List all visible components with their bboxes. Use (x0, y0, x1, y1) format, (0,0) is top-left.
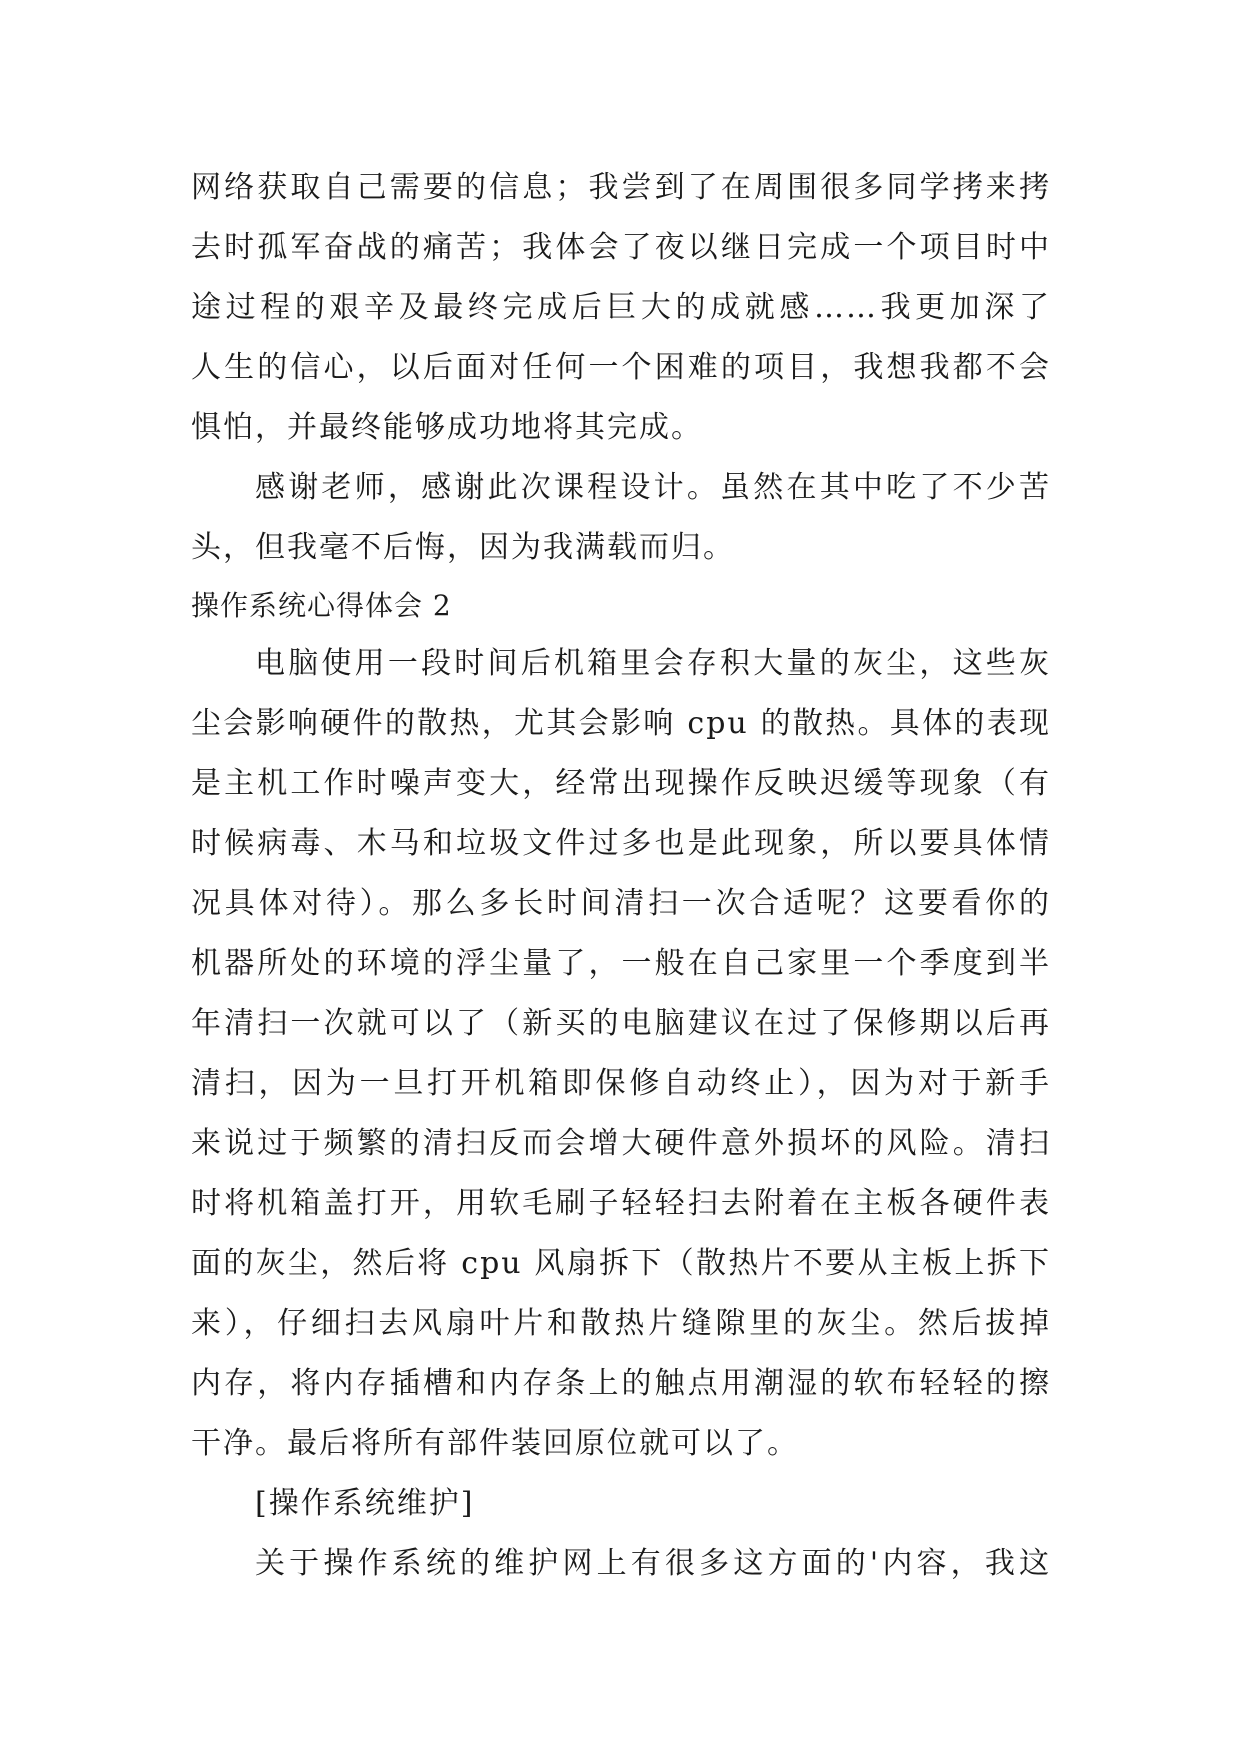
text-line: 内存，将内存插槽和内存条上的触点用潮湿的软布轻轻的擦 (191, 1366, 1051, 1401)
text-line: 机器所处的环境的浮尘量了，一般在自己家里一个季度到半 (191, 946, 1051, 981)
text-line: 头，但我毫不后悔，因为我满载而归。 (191, 530, 735, 565)
text-line: 去时孤军奋战的痛苦；我体会了夜以继日完成一个项目时中 (191, 230, 1051, 265)
paragraph-cleaning (191, 634, 1051, 1474)
text-line: 感谢老师，感谢此次课程设计。虽然在其中吃了不少苦 (255, 470, 1051, 505)
text-line: 干净。最后将所有部件装回原位就可以了。 (191, 1426, 799, 1461)
text-line: 面的灰尘，然后将 cpu 风扇拆下（散热片不要从主板上拆下 (191, 1246, 1051, 1281)
text-line: 来说过于频繁的清扫反而会增大硬件意外损坏的风险。清扫 (191, 1126, 1051, 1161)
text-line: 途过程的艰辛及最终完成后巨大的成就感……我更加深了 (191, 290, 1051, 325)
paragraph-conclusion (191, 158, 1051, 458)
paragraph-maintenance: 关于操作系统的维护网上有很多这方面的'内容，我这 (255, 1546, 1051, 1581)
text-line: 年清扫一次就可以了（新买的电脑建议在过了保修期以后再 (191, 1006, 1051, 1041)
section-heading: 操作系统心得体会 2 (191, 589, 452, 622)
text-line: 况具体对待）。那么多长时间清扫一次合适呢？这要看你的 (191, 886, 1051, 921)
text-line: 时候病毒、木马和垃圾文件过多也是此现象，所以要具体情 (191, 826, 1051, 861)
text-line: 人生的信心，以后面对任何一个困难的项目，我想我都不会 (191, 350, 1051, 385)
text-line: 尘会影响硬件的散热，尤其会影响 cpu 的散热。具体的表现 (191, 706, 1051, 741)
text-line: 清扫，因为一旦打开机箱即保修自动终止），因为对于新手 (191, 1066, 1051, 1101)
subsection-label: [操作系统维护] (255, 1486, 475, 1521)
text-line: 网络获取自己需要的信息；我尝到了在周围很多同学拷来拷 (191, 170, 1051, 205)
paragraph-thanks (191, 458, 1051, 578)
text-line: 电脑使用一段时间后机箱里会存积大量的灰尘，这些灰 (255, 646, 1051, 681)
text-line: 来），仔细扫去风扇叶片和散热片缝隙里的灰尘。然后拔掉 (191, 1306, 1051, 1341)
text-line: 是主机工作时噪声变大，经常出现操作反映迟缓等现象（有 (191, 766, 1051, 801)
text-line: 时将机箱盖打开，用软毛刷子轻轻扫去附着在主板各硬件表 (191, 1186, 1051, 1221)
document-body (191, 158, 1051, 1594)
text-line: 惧怕，并最终能够成功地将其完成。 (191, 410, 703, 445)
